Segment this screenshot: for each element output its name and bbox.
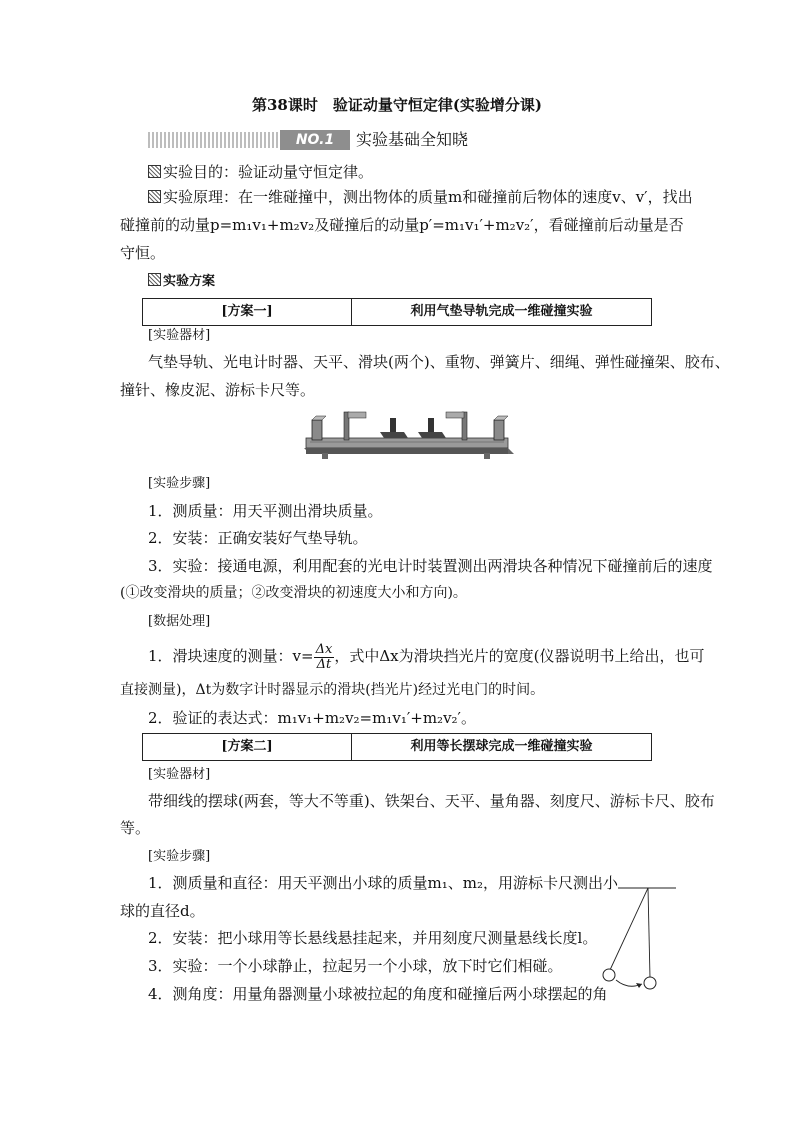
plan2-desc: 利用等长摆球完成一维碰撞实验 — [410, 739, 593, 754]
plan2-equip-heading: [实验器材] — [148, 767, 211, 782]
bullet-icon — [148, 190, 161, 203]
plan2-steps-heading: [实验步骤] — [148, 849, 211, 864]
plan2-step-3: 3．实验：一个小球静止，拉起另一个小球，放下时它们相碰。 — [148, 957, 563, 975]
plan2-step-1-line-1: 1．测质量和直径：用天平测出小球的质量m₁、m₂，用游标卡尺测出小 — [148, 874, 619, 892]
plan2-label: [方案二] — [143, 734, 352, 760]
purpose-line: 实验目的：验证动量守恒定律。 — [148, 162, 373, 182]
principle-line-3: 守恒。 — [120, 244, 166, 262]
bullet-icon — [148, 165, 161, 178]
section-badge: NO.1 — [280, 130, 350, 150]
plan2-equip-line-1: 带细线的摆球(两套，等大不等重)、铁架台、天平、量角器、刻度尺、游标卡尺、胶布 — [148, 792, 715, 810]
plan1-step-3-line-1: 3．实验：接通电源，利用配套的光电计时装置测出两滑块各种情况下碰撞前后的速度 — [148, 557, 713, 575]
plan1-steps-heading: [实验步骤] — [148, 476, 211, 491]
air-track-figure — [298, 404, 518, 464]
plan1-step-2: 2．安装：正确安装好气垫导轨。 — [148, 529, 368, 547]
plan1-table — [142, 298, 652, 326]
section-header — [148, 130, 492, 152]
bullet-icon — [148, 273, 161, 286]
velocity-fraction: $\frac{\Delta x}{\Delta t}$ — [315, 641, 333, 672]
scheme-heading: 实验方案 — [148, 272, 215, 292]
section-title: 实验基础全知晓 — [356, 130, 469, 149]
plan2-step-2: 2．安装：把小球用等长悬线悬挂起来，并用刻度尺测量悬线长度l。 — [148, 929, 598, 947]
plan1-data-line-2: 直接测量)，Δt为数字计时器显示的滑块(挡光片)经过光电门的时间。 — [120, 682, 545, 698]
plan2-table — [142, 733, 652, 761]
plan1-data-line-1: 1．滑块速度的测量：v= $\frac{\Delta x}{\Delta t}$ ，式中Δx为滑块挡光片的宽度(仪器说明书上给出，也可 — [148, 641, 705, 672]
section-stripe — [148, 132, 280, 148]
plan1-equip-line-2: 撞针、橡皮泥、游标卡尺等。 — [120, 381, 316, 399]
plan1-data-line-3: 2．验证的表达式：m₁v₁+m₂v₂=m₁v₁′+m₂v₂′。 — [148, 709, 476, 727]
plan1-data-heading: [数据处理] — [148, 614, 211, 629]
principle-line-2: 碰撞前的动量p=m₁v₁+m₂v₂及碰撞后的动量p′=m₁v₁′+m₂v₂′，看碰撞前后动量是否 — [120, 216, 684, 234]
plan1-equip-line-1: 气垫导轨、光电计时器、天平、滑块(两个)、重物、弹簧片、细绳、弹性碰撞架、胶布、 — [148, 353, 730, 371]
plan1-step-3-line-2: (①改变滑块的质量；②改变滑块的初速度大小和方向)。 — [120, 585, 467, 601]
plan1-desc: 利用气垫导轨完成一维碰撞实验 — [410, 304, 593, 319]
page-title: 第38课时 验证动量守恒定律(实验增分课) — [251, 96, 543, 114]
plan2-equip-line-2: 等。 — [120, 819, 151, 837]
plan1-label: [方案一] — [143, 299, 352, 325]
plan1-step-1: 1．测质量：用天平测出滑块质量。 — [148, 502, 383, 520]
plan1-equip-heading: [实验器材] — [148, 328, 211, 343]
plan2-step-1-line-2: 球的直径d。 — [120, 902, 205, 920]
principle-line-1: 实验原理：在一维碰撞中，测出物体的质量m和碰撞前后物体的速度v、v′，找出 — [148, 187, 693, 207]
plan2-step-4: 4．测角度：用量角器测量小球被拉起的角度和碰撞后两小球摆起的角 — [148, 985, 608, 1003]
pendulum-figure — [596, 880, 678, 995]
